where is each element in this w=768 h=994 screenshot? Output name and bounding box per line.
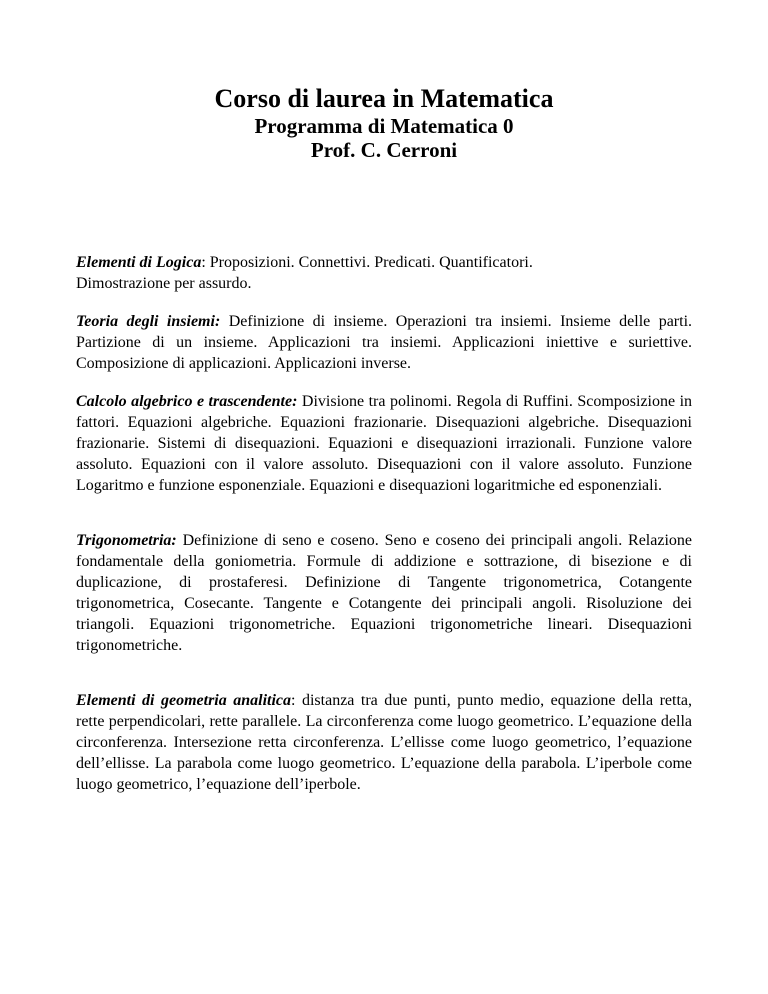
section-separator: : xyxy=(201,254,210,271)
section-body: Definizione di seno e coseno. Seno e coseno dei principali angoli. Relazione fondamentale della goniometria. Formule di addizione e sottrazione, di bisezione e di duplicazione, di prostaferesi. Definizione di Tangente trigonometrica, Cotangente trigonometrica, Cosecante. Tangente e Cotangente dei principali angoli. Risoluzione dei triangoli. Equazioni trigonometriche. Equazioni trigonometriche lineari. Disequazioni trigonometriche. xyxy=(76,532,692,654)
section-separator xyxy=(220,313,228,330)
section-heading: Calcolo algebrico e trascendente: xyxy=(76,393,298,410)
section-body: distanza tra due punti, punto medio, equazione della retta, rette perpendicolari, rette parallele. La circonferenza come luogo geometrico. L’equazione della circonferenza. Intersezione retta circonferenza. L’ellisse come luogo geometrico, l’equazione dell’ellisse. La parabola come luogo geometrico. L’equazione della parabola. L’iperbole come luogo geometrico, l’equazione dell’iperbole. xyxy=(76,692,692,793)
course-title: Corso di laurea in Matematica xyxy=(214,84,554,113)
section-insiemi xyxy=(76,311,692,374)
section-heading: Teoria degli insiemi: xyxy=(76,313,221,330)
section-body: Definizione di insieme. Operazioni tra insiemi. Insieme delle parti. Partizione di un insieme. Applicazioni tra insiemi. Applicazioni iniettive e suriettive. Composizione di applicazioni. Applicazioni inverse. xyxy=(76,313,693,372)
document-header xyxy=(0,84,768,162)
section-separator: : xyxy=(291,692,302,709)
section-geometria xyxy=(76,690,692,795)
section-body: Proposizioni. Connettivi. Predicati. Quantificatori. xyxy=(209,254,533,271)
section-heading: Elementi di Logica xyxy=(76,254,202,271)
section-calcolo xyxy=(76,391,692,496)
spacer xyxy=(76,496,692,530)
spacer xyxy=(76,294,692,311)
section-body-continued: Dimostrazione per assurdo. xyxy=(76,275,252,292)
section-logica xyxy=(76,252,692,294)
section-heading: Elementi di geometria analitica xyxy=(76,692,292,709)
document-body xyxy=(76,252,692,795)
section-body: Divisione tra polinomi. Regola di Ruffini. Scomposizione in fattori. Equazioni algebriche. Equazioni frazionarie. Disequazioni algebriche. Disequazioni frazionarie. Sistemi di disequazioni. Equazioni e disequazioni irrazionali. Funzione valore assoluto. Equazioni con il valore assoluto. Disequazioni con il valore assoluto. Funzione Logaritmo e funzione esponenziale. Equazioni e disequazioni logaritmiche ed esponenziali. xyxy=(76,393,693,494)
spacer xyxy=(76,656,692,690)
program-title: Programma di Matematica 0 xyxy=(254,114,514,138)
section-heading: Trigonometria: xyxy=(76,532,177,549)
spacer xyxy=(76,374,692,391)
section-trigonometria xyxy=(76,530,692,656)
professor-name: Prof. C. Cerroni xyxy=(310,138,458,162)
